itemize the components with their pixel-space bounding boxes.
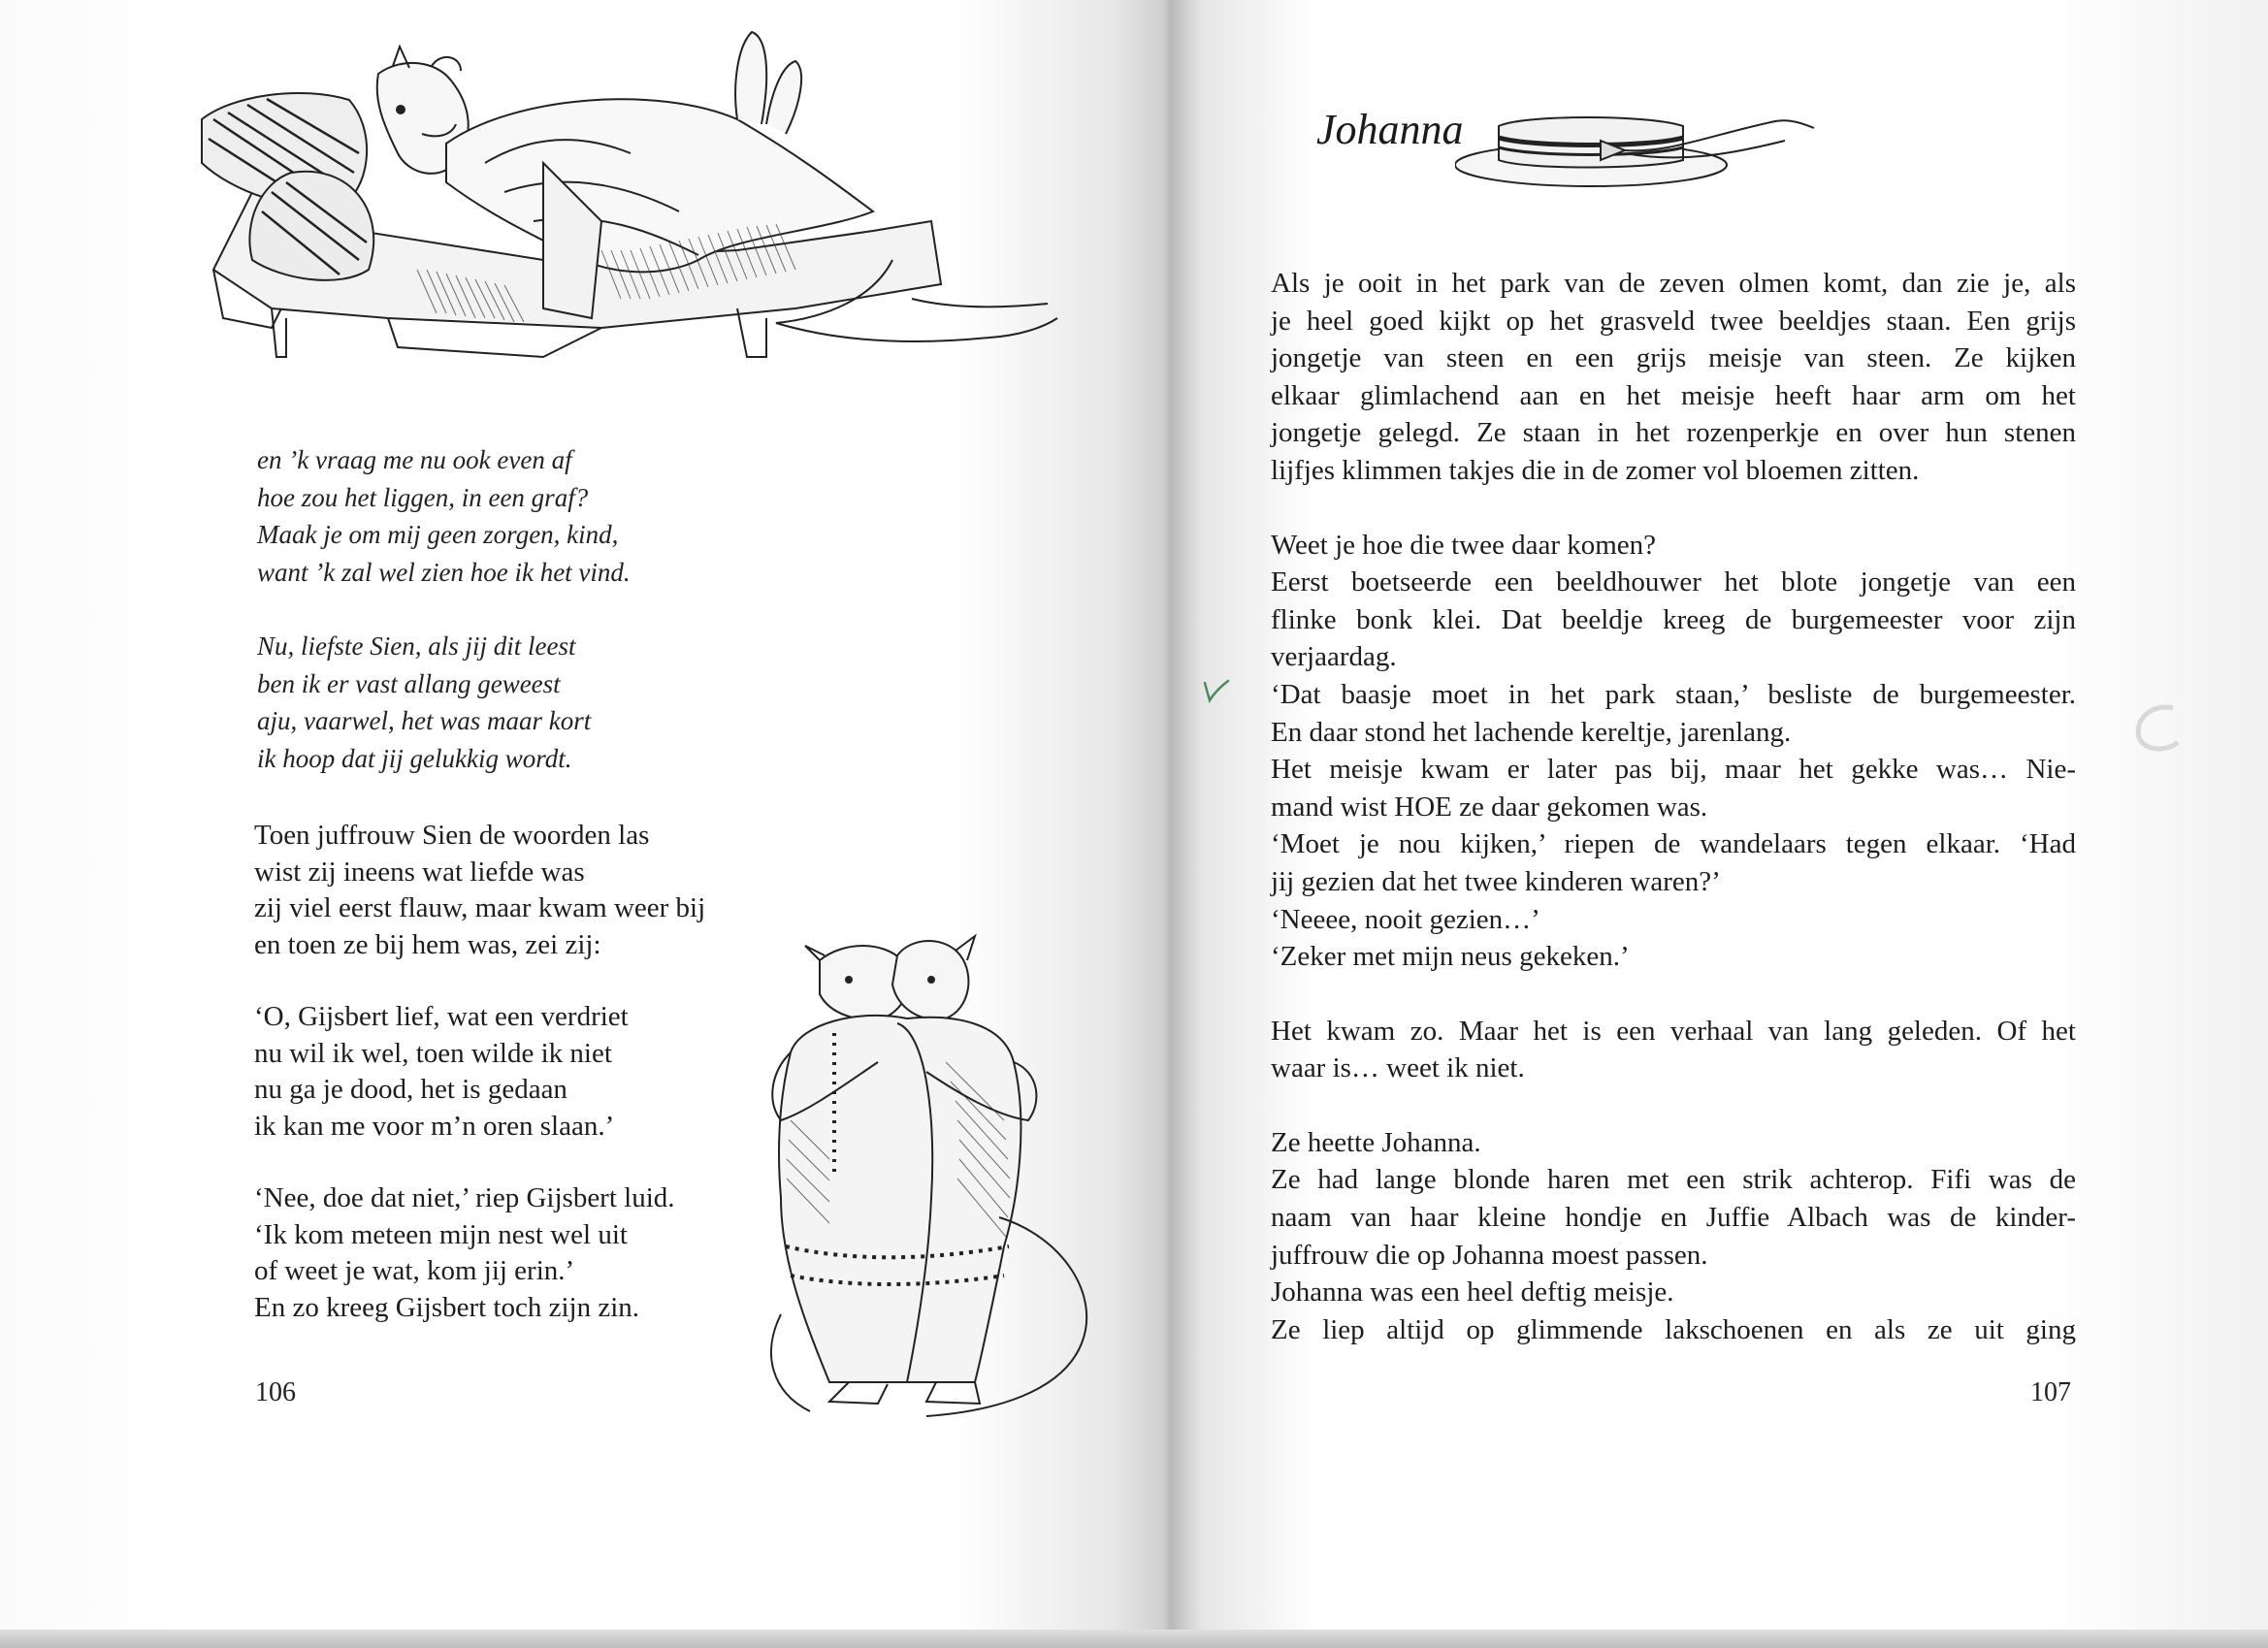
poem-stanza bbox=[254, 818, 836, 963]
text-line: ‘Neeee, nooit gezien…’ bbox=[1271, 903, 1540, 935]
text-line: En daar stond het lachende kereltje, jarenlang. bbox=[1271, 716, 1792, 748]
poem-stanza bbox=[254, 1180, 836, 1326]
mouse-in-bed-illustration bbox=[194, 27, 1062, 398]
text-line: Weet je hoe die twee daar komen? bbox=[1271, 529, 1657, 561]
poem-line: Toen juffrouw Sien de woorden las bbox=[254, 820, 650, 851]
poem-line: Nu, liefste Sien, als jij dit leest bbox=[257, 631, 576, 661]
text-line: verjaardag. bbox=[1271, 641, 1397, 673]
poem-line: nu wil ik wel, toen wilde ik niet bbox=[254, 1037, 612, 1069]
poem-line: ‘Nee, doe dat niet,’ riep Gijsbert luid. bbox=[254, 1182, 675, 1213]
poem-line: of weet je wat, kom jij erin.’ bbox=[254, 1255, 575, 1286]
poem-line: zij viel eerst flauw, maar kwam weer bij bbox=[254, 892, 706, 923]
poem-stanza bbox=[257, 628, 800, 777]
text-line: ‘Moet je nou kijken,’ riepen de wandelaars tegen elkaar. ‘Had bbox=[1271, 828, 2076, 860]
poem-line: en toen ze bij hem was, zei zij: bbox=[254, 928, 601, 960]
poem-line: hoe zou het liggen, in een graf? bbox=[257, 482, 589, 512]
italic-poem bbox=[257, 441, 800, 814]
poem-line: aju, vaarwel, het was maar kort bbox=[257, 706, 592, 735]
text-line: Ze heette Johanna. bbox=[1271, 1126, 1481, 1158]
paragraph bbox=[1271, 1124, 2076, 1349]
chapter-title: Johanna bbox=[1316, 106, 1464, 153]
text-line: mand wist HOE ze daar gekomen was. bbox=[1271, 791, 1708, 823]
poem-line: En zo kreeg Gijsbert toch zijn zin. bbox=[254, 1291, 640, 1323]
poem-line: want ’k zal wel zien hoe ik het vind. bbox=[257, 557, 631, 587]
page-number-left: 106 bbox=[255, 1377, 296, 1407]
poem-line: ik hoop dat jij gelukkig wordt. bbox=[257, 743, 572, 773]
poem-line: ik kan me voor m’n oren slaan.’ bbox=[254, 1110, 615, 1142]
paragraph bbox=[1271, 1013, 2076, 1087]
text-line: je heel goed kijkt op het grasveld twee beeldjes staan. Een grijs bbox=[1271, 305, 2076, 337]
hugging-mice-illustration bbox=[752, 926, 1120, 1421]
text-line: elkaar glimlachend aan en het meisje heeft haar arm om het bbox=[1271, 379, 2076, 411]
text-line: Ze had lange blonde haren met een strik achterop. Fifi was de bbox=[1271, 1164, 2076, 1196]
bleed-through-mark-icon bbox=[2124, 698, 2183, 757]
story-text bbox=[1271, 265, 2076, 1385]
poem-line: ben ik er vast allang geweest bbox=[257, 668, 561, 698]
text-line: Het meisje kwam er later pas bij, maar het gekke was… Nie- bbox=[1271, 754, 2076, 786]
paragraph bbox=[1271, 527, 2076, 976]
text-line: Johanna was een heel deftig meisje. bbox=[1271, 1276, 1674, 1309]
paragraph bbox=[1271, 265, 2076, 490]
text-line: Eerst boetseerde een beeldhouwer het blote jongetje van een bbox=[1271, 566, 2076, 598]
text-line: jij gezien dat het twee kinderen waren?’ bbox=[1271, 865, 1721, 897]
text-line: lijfjes klimmen takjes die in de zomer vol bloemen zitten. bbox=[1271, 454, 1920, 486]
text-line: ‘Dat baasje moet in het park staan,’ besliste de burgemeester. bbox=[1271, 678, 2076, 710]
poem-stanza bbox=[254, 999, 836, 1145]
text-line: Als je ooit in het park van de zeven olmen komt, dan zie je, als bbox=[1271, 268, 2076, 299]
text-line: Ze liep altijd op glimmende lakschoenen en als ze uit ging bbox=[1271, 1313, 2076, 1345]
poem-line: en ’k vraag me nu ook even af bbox=[257, 445, 572, 474]
text-line: waar is… weet ik niet. bbox=[1271, 1052, 1525, 1084]
text-line: juffrouw die op Johanna moest passen. bbox=[1271, 1239, 1708, 1271]
poem-line: Maak je om mij geen zorgen, kind, bbox=[257, 520, 619, 549]
pen-checkmark-icon bbox=[1201, 677, 1230, 704]
text-line: Het kwam zo. Maar het is een verhaal van lang geleden. Of het bbox=[1271, 1015, 2076, 1047]
roman-poem bbox=[254, 818, 836, 1362]
poem-line: ‘O, Gijsbert lief, wat een verdriet bbox=[254, 1001, 629, 1032]
text-line: ‘Zeker met mijn neus gekeken.’ bbox=[1271, 941, 1630, 973]
poem-stanza bbox=[257, 441, 800, 591]
text-line: naam van haar kleine hondje en Juffie Albach was de kinder- bbox=[1271, 1202, 2076, 1234]
straw-hat-illustration bbox=[1455, 107, 1819, 194]
text-line: jongetje van steen en een grijs meisje van steen. Ze kijken bbox=[1271, 342, 2076, 374]
poem-line: wist zij ineens wat liefde was bbox=[254, 856, 585, 888]
page-number-right: 107 bbox=[2030, 1377, 2071, 1407]
book-bottom-edge bbox=[0, 1630, 2268, 1648]
poem-line: nu ga je dood, het is gedaan bbox=[254, 1074, 567, 1105]
poem-line: ‘Ik kom meteen mijn nest wel uit bbox=[254, 1218, 628, 1250]
text-line: flinke bonk klei. Dat beeldje kreeg de burgemeester voor zijn bbox=[1271, 603, 2076, 635]
text-line: jongetje gelegd. Ze staan in het rozenperkje en over hun stenen bbox=[1271, 417, 2076, 449]
